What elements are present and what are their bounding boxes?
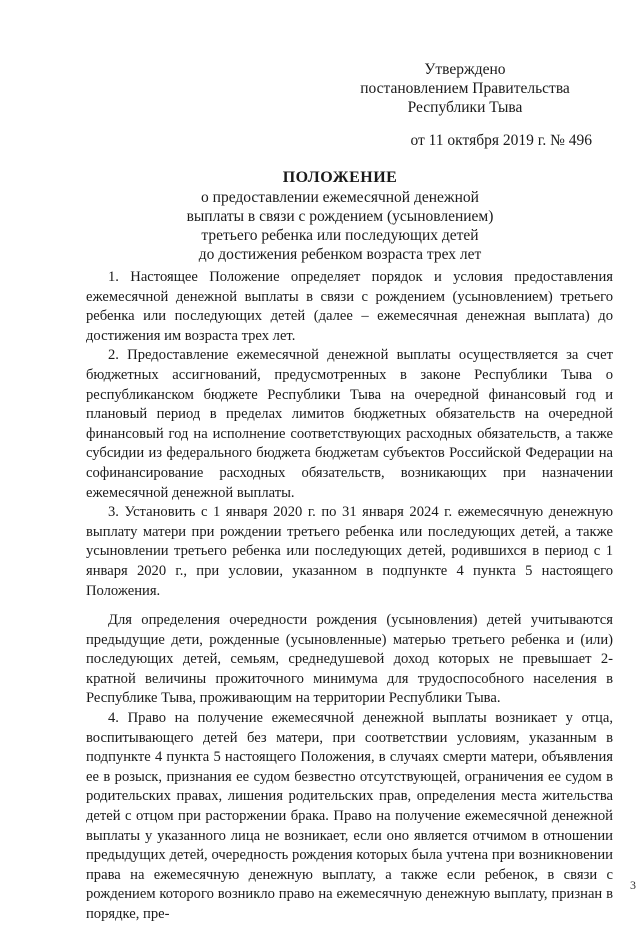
- paragraph-1: 1. Настоящее Положение определяет порядок и условия предоставления ежемесячной денежной выплаты в связи с рождением (усыновлением) третьего ребенка или последующих детей (далее – ежемесячная денежная выплата) до достижения им возраста трех лет.: [86, 269, 613, 344]
- document-title-block: [60, 168, 620, 264]
- approval-line-approved: Утверждено: [424, 61, 506, 78]
- document-subtitle-line-3: третьего ребенка или последующих детей: [201, 227, 479, 244]
- document-subtitle-line-1: о предоставлении ежемесячной денежной: [201, 189, 479, 206]
- document-body: [86, 268, 613, 925]
- document-subtitle-line-4: до достижения ребенком возраста трех лет: [198, 246, 482, 263]
- approval-date: от 11 октября 2019 г. № 496: [410, 132, 592, 149]
- approval-line-republic: Республики Тыва: [407, 99, 523, 116]
- approval-stamp: [330, 60, 600, 150]
- paragraph-4: 4. Право на получение ежемесячной денежной выплаты возникает у отца, воспитывающего детей без матери, при соответствии условиям, указанным в подпункте 4 пункта 5 настоящего Положения, в случаях смерти матери, объявления ее в розыск, признания ее судом безвестно отсутствующей, ограничения ее судом в родительских правах, лишения родительских прав, определения места жительства детей с отцом при расторжении брака. Право на получение ежемесячной денежной выплаты у указанного лица не возникает, если оно является отчимом в отношении предыдущих детей, очередность рождения которых была учтена при возникновении права на ежемесячную денежную выплату, а также если ребенок, в связи с рождением которого возникло право на ежемесячную денежную выплату, признан в порядке, пре-: [86, 710, 613, 922]
- paragraph-3-continuation: Для определения очередности рождения (усыновления) детей учитываются предыдущие дети, рожденные (усыновленные) матерью третьего ребенка и (или) последующих детей, семьям, среднедушевой доход которых не превышает 2-кратной величины прожиточного минимума для трудоспособного населения в Республике Тыва, проживающим на территории Республики Тыва.: [86, 612, 613, 707]
- document-title: ПОЛОЖЕНИЕ: [282, 169, 398, 186]
- paragraph-2: 2. Предоставление ежемесячной денежной выплаты осуществляется за счет бюджетных ассигнований, предусмотренных в законе Республики Тыва о республиканском бюджете Республики Тыва на очередной финансовый год и плановый период в пределах лимитов бюджетных обязательств на очередной финансовый год на исполнение соответствующих расходных обязательств, а также субсидии из федерального бюджета бюджетам субъектов Российской Федерации на софинансирование расходных обязательств, возникающих при назначении ежемесячной денежной выплаты.: [86, 347, 613, 501]
- document-subtitle-line-2: выплаты в связи с рождением (усыновлением): [186, 208, 494, 225]
- paragraph-3: 3. Установить с 1 января 2020 г. по 31 января 2024 г. ежемесячную денежную выплату матери при рождении третьего ребенка или последующих детей, а также усыновлении третьего ребенка или последующих детей, родившихся в период с 1 января 2020 г., при условии, указанном в подпункте 4 пункта 5 настоящего Положения.: [86, 504, 613, 599]
- approval-line-resolution: постановлением Правительства: [360, 80, 570, 97]
- page-number: 3: [630, 878, 636, 892]
